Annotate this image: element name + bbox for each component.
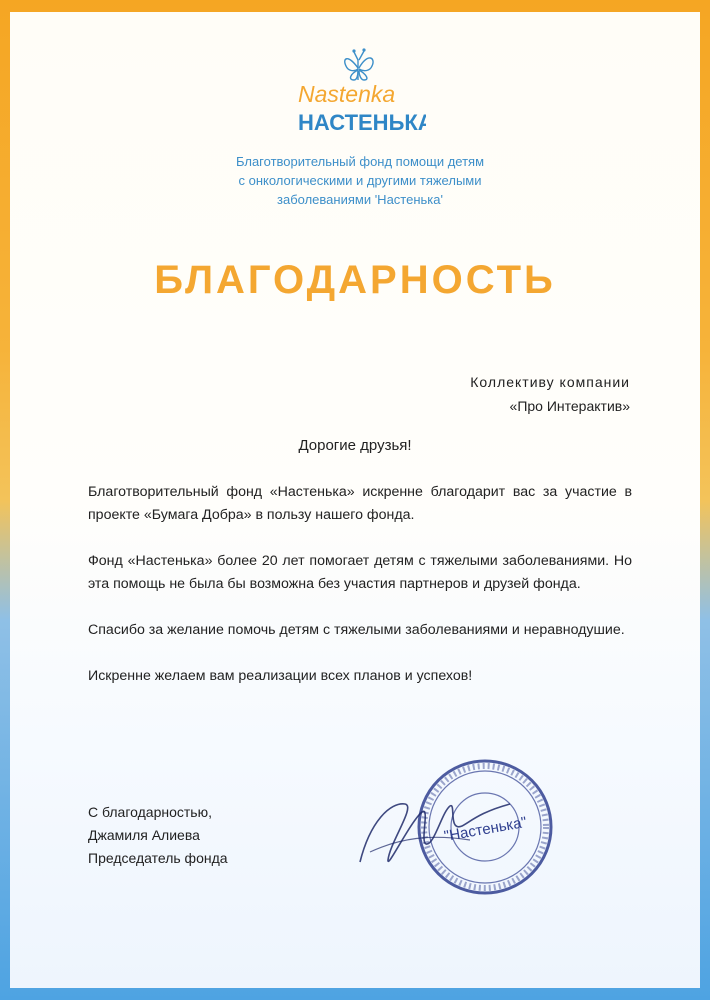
foundation-logo [296, 38, 426, 138]
letter-body [88, 481, 632, 711]
addressee [470, 370, 630, 418]
addressee-line: Коллективу компании [470, 374, 630, 390]
signature-block [88, 801, 228, 870]
stamp-and-signature [350, 742, 580, 902]
organization-line: заболеваниями 'Настенька' [277, 192, 443, 207]
butterfly-logo-icon [296, 38, 426, 138]
stamp-icon [350, 742, 580, 902]
paragraph: Спасибо за желание помочь детям с тяжелыми заболеваниями и неравнодушие. [88, 622, 625, 638]
document-title: БЛАГОДАРНОСТЬ [154, 258, 556, 302]
addressee-company: «Про Интерактив» [509, 398, 630, 414]
organization-line: с онкологическими и другими тяжелыми [238, 173, 482, 188]
paragraph: Искренне желаем вам реализации всех планов и успехов! [88, 668, 473, 684]
svg-text:Nastenka: Nastenka [298, 81, 396, 107]
svg-text:"Настенька": "Настенька" [442, 813, 529, 846]
paragraph: Фонд «Настенька» более 20 лет помогает детям с тяжелыми заболеваниями. Но эта помощь не была бы возможна без участия партнеров и друзей фонда. [88, 553, 632, 592]
signature-closing: С благодарностью, [88, 804, 212, 820]
organization-line: Благотворительный фонд помощи детям [235, 154, 485, 169]
organization-name [150, 152, 570, 209]
greeting: Дорогие друзья! [298, 437, 412, 454]
svg-text:НАСТЕНЬКА: НАСТЕНЬКА [298, 110, 426, 135]
signatory-position: Председатель фонда [88, 850, 228, 866]
signatory-name: Джамиля Алиева [88, 827, 200, 843]
paragraph: Благотворительный фонд «Настенька» искренне благодарит вас за участие в проекте «Бумага Добра» в пользу нашего фонда. [88, 484, 632, 523]
